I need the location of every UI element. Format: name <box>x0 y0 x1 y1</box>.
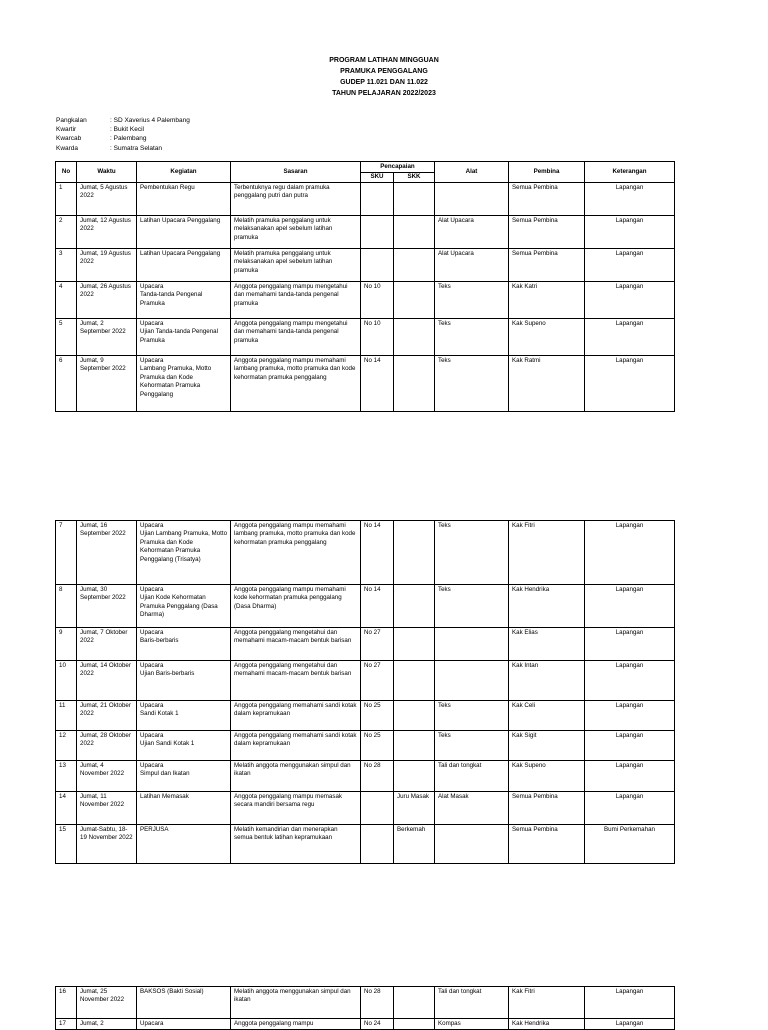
row-keterangan: Lapangan <box>585 761 675 792</box>
row-keterangan: Lapangan <box>585 521 675 585</box>
row-kegiatan: Upacara Simpul dan Ikatan <box>137 761 231 792</box>
table-row <box>56 585 675 628</box>
row-sasaran: Terbentuknya regu dalam pramuka penggalang putri dan putra <box>231 183 361 216</box>
row-keterangan: Lapangan <box>585 216 675 249</box>
row-sku <box>361 183 394 216</box>
row-alat <box>435 628 509 661</box>
row-pembina: Semua Pembina <box>509 216 585 249</box>
row-number: 15 <box>56 825 77 864</box>
row-pembina: Kak Supeno <box>509 761 585 792</box>
row-waktu: Jumat, 16 September 2022 <box>77 521 137 585</box>
row-waktu: Jumat, 28 Oktober 2022 <box>77 731 137 761</box>
row-sasaran: Melatih anggota menggunakan simpul dan ikatan <box>231 761 361 792</box>
header-kegiatan: Kegiatan <box>137 162 231 183</box>
info-value: : SD Xaverius 4 Palembang <box>110 117 190 124</box>
row-alat: Teks <box>435 356 509 412</box>
row-alat: Tali dan tongkat <box>435 987 509 1019</box>
row-alat: Kompas <box>435 1019 509 1030</box>
row-sasaran: Anggota penggalang mampu mengetahui dan memahami tanda-tanda pengenal pramuka <box>231 282 361 319</box>
row-sasaran: Anggota penggalang memahami sandi kotak dalam kepramukaan <box>231 701 361 731</box>
title-line-2: PRAMUKA PENGGALANG <box>340 68 428 75</box>
row-keterangan: Lapangan <box>585 319 675 356</box>
row-skk <box>394 761 435 792</box>
row-number: 13 <box>56 761 77 792</box>
row-alat: Teks <box>435 701 509 731</box>
row-kegiatan: Upacara Ujian Sandi Kotak 1 <box>137 731 231 761</box>
row-sasaran: Anggota penggalang mampu memahami lambang pramuka, motto pramuka dan kode kehormatan pramuka penggalang <box>231 356 361 412</box>
row-keterangan: Lapangan <box>585 356 675 412</box>
row-kegiatan: Upacara <box>137 1019 231 1030</box>
row-waktu: Jumat, 30 September 2022 <box>77 585 137 628</box>
row-sku: No 10 <box>361 282 394 319</box>
row-number: 1 <box>56 183 77 216</box>
row-keterangan: Lapangan <box>585 987 675 1019</box>
row-number: 9 <box>56 628 77 661</box>
row-keterangan: Lapangan <box>585 249 675 282</box>
table-row <box>56 249 675 282</box>
row-kegiatan: Latihan Upacara Penggalang <box>137 249 231 282</box>
row-keterangan: Lapangan <box>585 183 675 216</box>
table-row <box>56 1019 675 1030</box>
row-skk <box>394 282 435 319</box>
row-waktu: Jumat, 9 September 2022 <box>77 356 137 412</box>
row-alat: Alat Masak <box>435 792 509 825</box>
row-sasaran: Melatih anggota menggunakan simpul dan ikatan <box>231 987 361 1019</box>
row-pembina: Semua Pembina <box>509 249 585 282</box>
info-row <box>56 134 190 143</box>
row-number: 16 <box>56 987 77 1019</box>
header-waktu: Waktu <box>77 162 137 183</box>
row-number: 4 <box>56 282 77 319</box>
row-number: 7 <box>56 521 77 585</box>
row-number: 2 <box>56 216 77 249</box>
schedule-table-page-2 <box>55 520 675 864</box>
table-row <box>56 792 675 825</box>
row-waktu: Jumat, 2 September 2022 <box>77 319 137 356</box>
row-kegiatan: BAKSOS (Bakti Sosial) <box>137 987 231 1019</box>
table-row <box>56 282 675 319</box>
header-no: No <box>56 162 77 183</box>
row-keterangan: Lapangan <box>585 731 675 761</box>
row-pembina: Kak Intan <box>509 661 585 701</box>
table-row <box>56 183 675 216</box>
row-sku: No 27 <box>361 661 394 701</box>
row-kegiatan: Upacara Lambang Pramuka, Motto Pramuka dan Kode Kehormatan Pramuka Penggalang <box>137 356 231 412</box>
row-sasaran: Melatih pramuka penggalang untuk melaksanakan apel sebelum latihan pramuka <box>231 249 361 282</box>
row-number: 11 <box>56 701 77 731</box>
table-row <box>56 216 675 249</box>
row-kegiatan: Upacara Ujian Kode Kehormatan Pramuka Penggalang (Dasa Dharma) <box>137 585 231 628</box>
row-skk <box>394 661 435 701</box>
info-label: Kwartir <box>56 126 77 134</box>
row-kegiatan: Upacara Ujian Tanda-tanda Pengenal Pramuka <box>137 319 231 356</box>
row-alat <box>435 183 509 216</box>
row-pembina: Kak Hendrika <box>509 585 585 628</box>
row-sasaran: Anggota penggalang mengetahui dan memahami macam-macam bentuk barisan <box>231 661 361 701</box>
row-sku: No 14 <box>361 521 394 585</box>
row-alat: Teks <box>435 319 509 356</box>
row-number: 14 <box>56 792 77 825</box>
row-pembina: Kak Katri <box>509 282 585 319</box>
row-alat: Tali dan tongkat <box>435 761 509 792</box>
row-keterangan: Bumi Perkemahan <box>585 825 675 864</box>
row-pembina: Semua Pembina <box>509 825 585 864</box>
header-pencapaian: Pencapaian <box>361 162 435 173</box>
row-sasaran: Anggota penggalang mampu <box>231 1019 361 1030</box>
row-sasaran: Anggota penggalang mampu memahami lambang pramuka, motto pramuka dan kode kehormatan pramuka penggalang <box>231 521 361 585</box>
row-number: 6 <box>56 356 77 412</box>
row-keterangan: Lapangan <box>585 282 675 319</box>
info-value: : Palembang <box>110 135 147 143</box>
row-kegiatan: Upacara Tanda-tanda Pengenal Pramuka <box>137 282 231 319</box>
row-sasaran: Melatih kemandirian dan menerapkan semua bentuk latihan kepramukaan <box>231 825 361 864</box>
title-line-1: PROGRAM LATIHAN MINGGUAN <box>329 57 439 64</box>
schedule-table-page-1 <box>55 161 675 412</box>
table-row <box>56 356 675 412</box>
row-skk <box>394 319 435 356</box>
table-row <box>56 521 675 585</box>
row-waktu: Jumat, 21 Oktober 2022 <box>77 701 137 731</box>
row-keterangan: Lapangan <box>585 1019 675 1030</box>
table-row <box>56 628 675 661</box>
row-number: 3 <box>56 249 77 282</box>
row-waktu: Jumat, 5 Agustus 2022 <box>77 183 137 216</box>
info-label: Kwarda <box>56 144 79 152</box>
title-line-4: TAHUN PELAJARAN 2022/2023 <box>332 90 436 97</box>
row-skk <box>394 521 435 585</box>
row-waktu: Jumat, 12 Agustus 2022 <box>77 216 137 249</box>
info-row <box>56 125 190 134</box>
row-keterangan: Lapangan <box>585 792 675 825</box>
title-line-3: GUDEP 11.021 DAN 11.022 <box>340 79 428 86</box>
header-skk: SKK <box>394 173 435 183</box>
row-kegiatan: Upacara Baris-berbaris <box>137 628 231 661</box>
row-skk <box>394 356 435 412</box>
table-row <box>56 731 675 761</box>
row-skk <box>394 249 435 282</box>
row-number: 5 <box>56 319 77 356</box>
schedule-table-page-3 <box>55 986 675 1030</box>
row-skk: Juru Masak <box>394 792 435 825</box>
row-sku: No 25 <box>361 731 394 761</box>
row-pembina: Kak Fitri <box>509 521 585 585</box>
row-skk <box>394 731 435 761</box>
row-skk <box>394 1019 435 1030</box>
row-pembina: Semua Pembina <box>509 792 585 825</box>
row-sasaran: Melatih pramuka penggalang untuk melaksanakan apel sebelum latihan pramuka <box>231 216 361 249</box>
row-pembina: Kak Sigit <box>509 731 585 761</box>
row-sku <box>361 249 394 282</box>
row-waktu: Jumat, 25 November 2022 <box>77 987 137 1019</box>
table-row <box>56 661 675 701</box>
table-row <box>56 319 675 356</box>
row-kegiatan: Pembentukan Regu <box>137 183 231 216</box>
row-sku: No 10 <box>361 319 394 356</box>
info-label: Pangkalan <box>56 117 87 124</box>
row-pembina: Kak Celi <box>509 701 585 731</box>
info-row <box>56 144 190 153</box>
row-alat: Alat Upacara <box>435 216 509 249</box>
row-number: 17 <box>56 1019 77 1030</box>
header-sku: SKU <box>361 173 394 183</box>
row-waktu: Jumat, 19 Agustus 2022 <box>77 249 137 282</box>
info-row <box>56 116 190 125</box>
row-waktu: Jumat, 4 November 2022 <box>77 761 137 792</box>
row-waktu: Jumat, 11 November 2022 <box>77 792 137 825</box>
row-waktu: Jumat, 2 <box>77 1019 137 1030</box>
row-alat: Alat Upacara <box>435 249 509 282</box>
row-pembina: Kak Elias <box>509 628 585 661</box>
row-number: 8 <box>56 585 77 628</box>
info-value: : Bukit Kecil <box>110 126 144 134</box>
table-row <box>56 987 675 1019</box>
row-sku <box>361 216 394 249</box>
row-sasaran: Anggota penggalang mengetahui dan memahami macam-macam bentuk barisan <box>231 628 361 661</box>
row-kegiatan: Latihan Upacara Penggalang <box>137 216 231 249</box>
table-row <box>56 701 675 731</box>
row-skk: Berkemah <box>394 825 435 864</box>
row-alat <box>435 661 509 701</box>
row-waktu: Jumat-Sabtu, 18-19 November 2022 <box>77 825 137 864</box>
row-kegiatan: Upacara Ujian Lambang Pramuka, Motto Pramuka dan Kode Kehormatan Pramuka Penggalang (Trisatya) <box>137 521 231 585</box>
row-skk <box>394 628 435 661</box>
row-kegiatan: PERJUSA <box>137 825 231 864</box>
identity-info <box>56 116 190 153</box>
row-skk <box>394 701 435 731</box>
row-kegiatan: Upacara Ujian Baris-berbaris <box>137 661 231 701</box>
row-pembina: Kak Ratmi <box>509 356 585 412</box>
row-sasaran: Anggota penggalang mampu memasak secara mandiri bersama regu <box>231 792 361 825</box>
row-alat: Teks <box>435 585 509 628</box>
header-alat: Alat <box>435 162 509 183</box>
row-skk <box>394 987 435 1019</box>
row-sku: No 28 <box>361 761 394 792</box>
row-pembina: Semua Pembina <box>509 183 585 216</box>
row-kegiatan: Upacara Sandi Kotak 1 <box>137 701 231 731</box>
row-alat: Teks <box>435 282 509 319</box>
table-row <box>56 825 675 864</box>
row-skk <box>394 585 435 628</box>
row-keterangan: Lapangan <box>585 701 675 731</box>
row-sasaran: Anggota penggalang memahami sandi kotak dalam kepramukaan <box>231 731 361 761</box>
row-keterangan: Lapangan <box>585 661 675 701</box>
table-row <box>56 761 675 792</box>
info-label: Kwarcab <box>56 135 82 143</box>
row-number: 10 <box>56 661 77 701</box>
row-alat <box>435 825 509 864</box>
row-number: 12 <box>56 731 77 761</box>
row-pembina: Kak Fitri <box>509 987 585 1019</box>
row-sku: No 25 <box>361 701 394 731</box>
row-alat: Teks <box>435 521 509 585</box>
row-sku: No 27 <box>361 628 394 661</box>
row-sku: No 28 <box>361 987 394 1019</box>
row-skk <box>394 183 435 216</box>
row-sasaran: Anggota penggalang mampu mengetahui dan memahami tanda-tanda pengenal pramuka <box>231 319 361 356</box>
header-sasaran: Sasaran <box>231 162 361 183</box>
header-keterangan: Keterangan <box>585 162 675 183</box>
row-kegiatan: Latihan Memasak <box>137 792 231 825</box>
row-keterangan: Lapangan <box>585 628 675 661</box>
info-value: : Sumatra Selatan <box>110 144 163 152</box>
row-pembina: Kak Hendrika <box>509 1019 585 1030</box>
header-pembina: Pembina <box>509 162 585 183</box>
document-title <box>0 55 768 99</box>
row-sku: No 14 <box>361 356 394 412</box>
row-waktu: Jumat, 14 Oktober 2022 <box>77 661 137 701</box>
row-sasaran: Anggota penggalang mampu memahami kode kehormatan pramuka penggalang (Dasa Dharma) <box>231 585 361 628</box>
row-sku: No 14 <box>361 585 394 628</box>
row-keterangan: Lapangan <box>585 585 675 628</box>
row-waktu: Jumat, 26 Agustus 2022 <box>77 282 137 319</box>
row-alat: Teks <box>435 731 509 761</box>
row-waktu: Jumat, 7 Oktober 2022 <box>77 628 137 661</box>
row-pembina: Kak Supeno <box>509 319 585 356</box>
row-sku <box>361 825 394 864</box>
row-skk <box>394 216 435 249</box>
row-sku <box>361 792 394 825</box>
row-sku: No 24 <box>361 1019 394 1030</box>
